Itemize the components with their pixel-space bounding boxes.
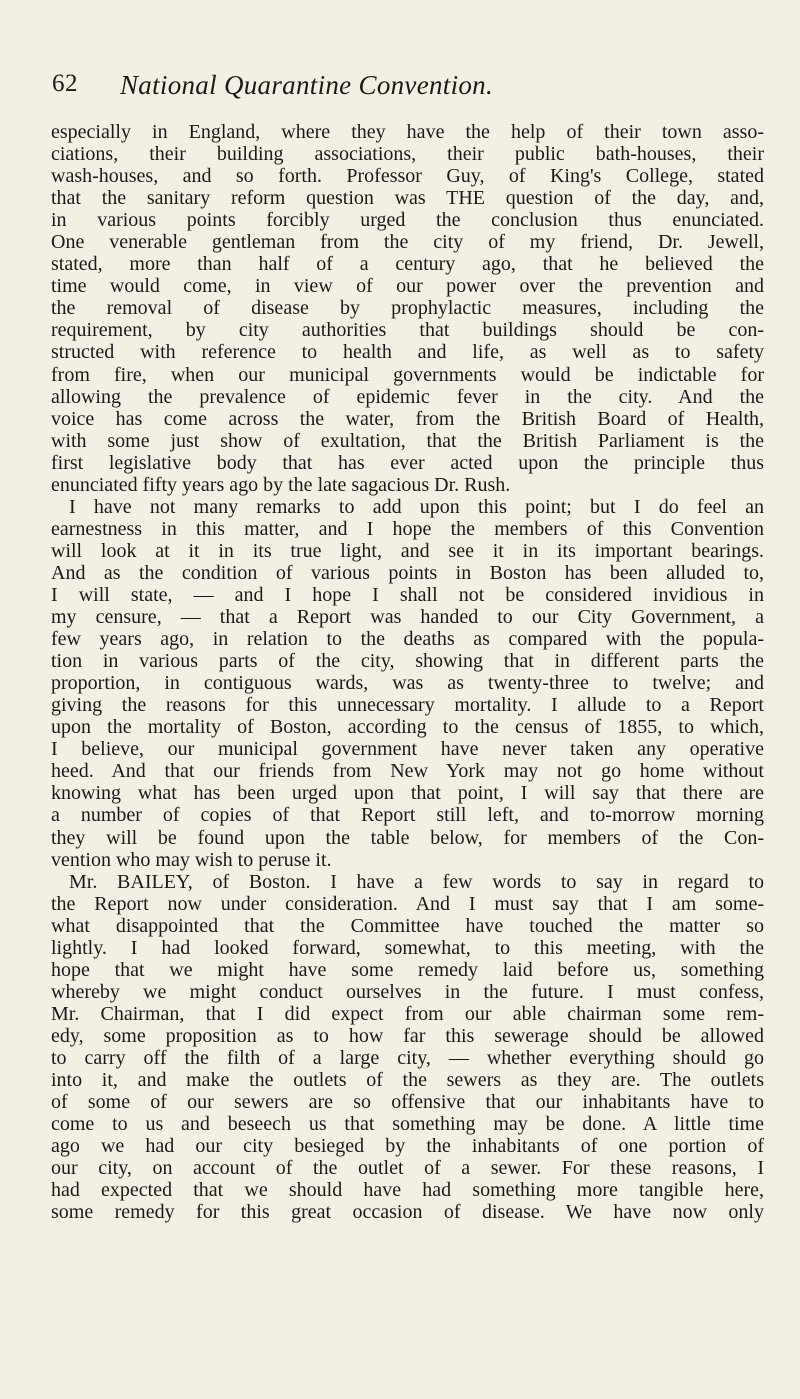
text-line: the removal of disease by prophylactic measures, including the <box>51 297 764 320</box>
text-line: Mr. Chairman, that I did expect from our able chairman some rem- <box>51 1002 764 1025</box>
text-line: One venerable gentleman from the city of my friend, Dr. Jewell, <box>51 231 764 254</box>
text-line: whereby we might conduct ourselves in the future. I must confess, <box>51 980 764 1003</box>
text-line: our city, on account of the outlet of a sewer. For these reasons, I <box>51 1157 764 1180</box>
text-line: edy, some proposition as to how far this sewerage should be allowed <box>51 1024 764 1047</box>
text-line: giving the reasons for this unnecessary mortality. I allude to a Report <box>51 694 764 717</box>
text-line: especially in England, where they have the help of their town asso- <box>51 121 764 143</box>
text-line: ago we had our city besieged by the inhabitants of one portion of <box>51 1135 764 1158</box>
text-line: wash-houses, and so forth. Professor Guy, of King's College, stated <box>51 165 764 188</box>
text-line: ciations, their building associations, their public bath-houses, their <box>51 143 764 166</box>
running-title: National Quarantine Convention. <box>120 70 494 100</box>
text-line: upon the mortality of Boston, according to the census of 1855, to which, <box>51 716 764 739</box>
text-line: of some of our sewers are so offensive that our inhabitants have to <box>51 1091 764 1114</box>
text-line: first legislative body that has ever acted upon the principle thus <box>51 451 764 474</box>
text-line: vention who may wish to peruse it. <box>51 848 332 871</box>
text-line: the Report now under consideration. And I must say that I am some- <box>51 892 764 915</box>
page-number: 62 <box>52 70 78 97</box>
text-line: come to us and beseech us that something may be done. A little time <box>51 1113 764 1136</box>
text-line: some remedy for this great occasion of disease. We have now only <box>51 1201 764 1224</box>
text-line: voice has come across the water, from the British Board of Health, <box>51 407 764 430</box>
running-head <box>52 70 752 104</box>
text-line: what disappointed that the Committee have touched the matter so <box>51 914 764 937</box>
text-line: hope that we might have some remedy laid before us, something <box>51 958 764 981</box>
text-line: from fire, when our municipal governments would be indictable for <box>51 363 764 386</box>
text-line: I will state, — and I hope I shall not be considered invidious in <box>51 583 764 606</box>
text-line: I believe, our municipal government have never taken any operative <box>51 738 764 761</box>
text-line: few years ago, in relation to the deaths as compared with the popula- <box>51 628 764 651</box>
text-line: requirement, by city authorities that buildings should be con- <box>51 319 764 342</box>
text-line: a number of copies of that Report still left, and to-morrow morning <box>51 804 764 827</box>
text-line: allowing the prevalence of epidemic fever in the city. And the <box>51 385 764 408</box>
text-line: And as the condition of various points in Boston has been alluded to, <box>51 561 764 584</box>
text-line: into it, and make the outlets of the sewers as they are. The outlets <box>51 1069 764 1092</box>
text-line: will look at it in its true light, and see it in its important bearings. <box>51 539 764 562</box>
text-line: had expected that we should have had something more tangible here, <box>51 1179 764 1202</box>
text-line: in various points forcibly urged the conclusion thus enunciated. <box>51 209 764 232</box>
text-line: with some just show of exultation, that the British Parliament is the <box>51 429 764 452</box>
paragraph-start-line: I have not many remarks to add upon this point; but I do feel an <box>69 495 764 518</box>
text-line: lightly. I had looked forward, somewhat, to this meeting, with the <box>51 936 764 959</box>
text-line: my censure, — that a Report was handed to our City Government, a <box>51 606 764 629</box>
text-line: enunciated fifty years ago by the late sagacious Dr. Rush. <box>51 473 511 496</box>
text-line: earnestness in this matter, and I hope the members of this Convention <box>51 517 764 540</box>
text-line: proportion, in contiguous wards, was as twenty-three to twelve; and <box>51 672 764 695</box>
text-line: to carry off the filth of a large city, — whether everything should go <box>51 1046 764 1069</box>
text-line: that the sanitary reform question was THE question of the day, and, <box>51 187 764 210</box>
text-line: time would come, in view of our power over the prevention and <box>51 275 764 298</box>
text-line: heed. And that our friends from New York may not go home without <box>51 760 764 783</box>
paragraph-start-line: Mr. BAILEY, of Boston. I have a few words to say in regard to <box>69 870 764 893</box>
text-line: they will be found upon the table below, for members of the Con- <box>51 826 764 849</box>
text-line: structed with reference to health and life, as well as to safety <box>51 341 764 364</box>
body-text <box>51 121 764 1223</box>
text-line: knowing what has been urged upon that point, I will say that there are <box>51 782 764 805</box>
text-line: stated, more than half of a century ago, that he believed the <box>51 253 764 276</box>
text-line: tion in various parts of the city, showing that in different parts the <box>51 650 764 673</box>
